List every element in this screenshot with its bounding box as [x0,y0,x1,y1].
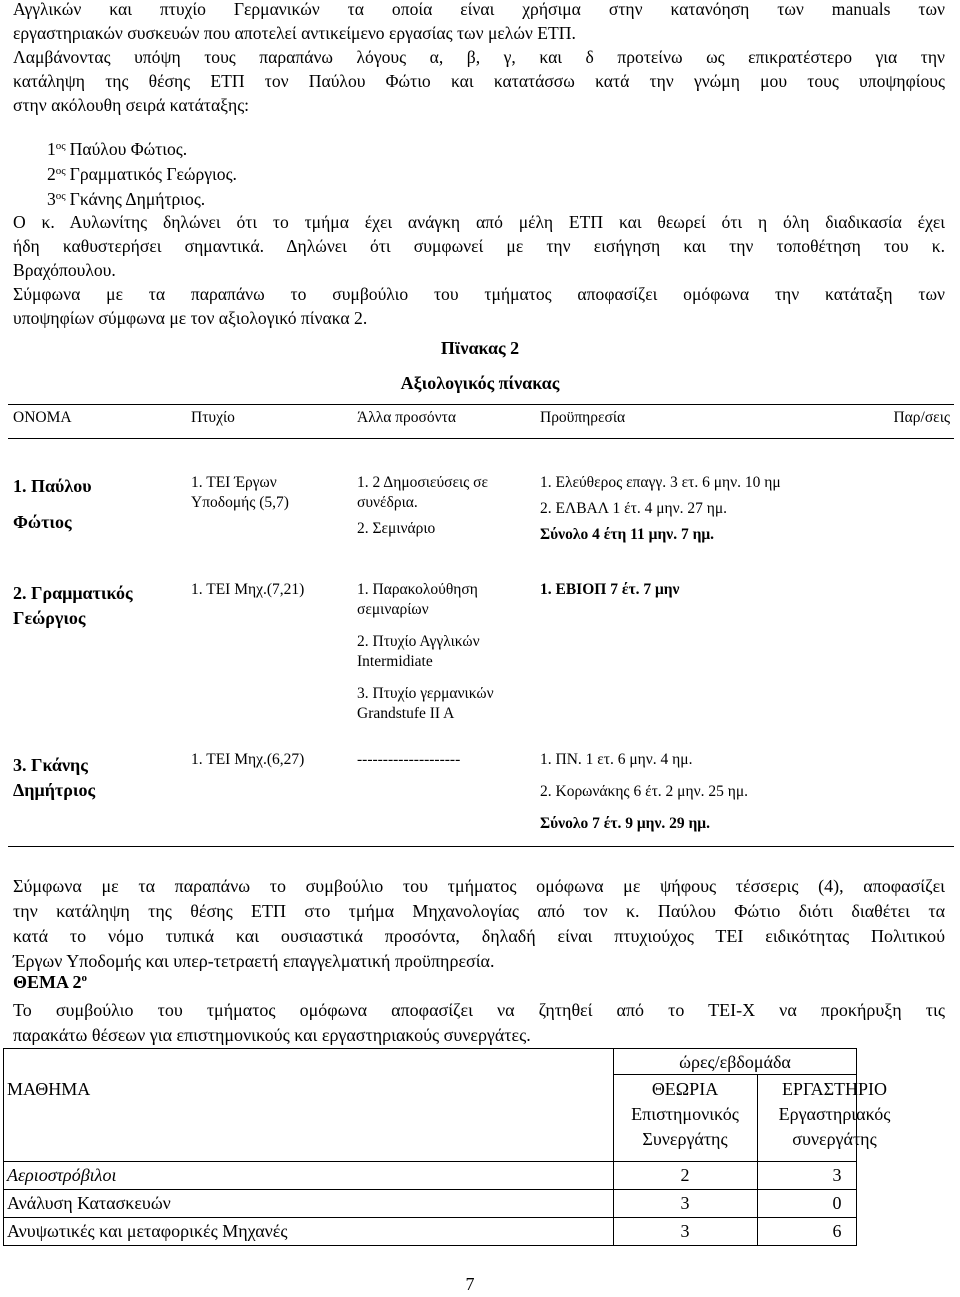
candidate-experience: 1. ΕΒΙΟΠ 7 έτ. 7 μην [540,581,680,598]
table-border [8,438,954,439]
text-line: ήδη καθυστερήσει σημαντικά. Δηλώνει ότι συμφωνεί με την εισήγηση και την τοποθέτηση του κ. [13,236,945,256]
table-border [3,1048,857,1049]
text-line: κατάληψη της θέσης ΕΤΠ τον Παύλου Φώτιο και κατατάσσω κατά την γνώμη μου τους υποψηφίους [13,71,945,91]
candidate-name: 2. Γραμματικός Γεώργιος [13,583,133,628]
theory-hours: 3 [680,1221,690,1241]
candidate-degree: 1. ΤΕΙ Μηχ.(6,27) [191,751,305,768]
text-line: Το συμβούλιο του τμήματος ομόφωνα αποφασίζει να ζητηθεί από το ΤΕΙ-Χ να προκήρυξη τις [13,1000,945,1020]
header-name: ΟΝΟΜΑ [13,409,72,426]
ranking-item-3: $3^{o\varsigma}$ Γκάνης Δημήτριος. [47,189,206,209]
text-line: Σύμφωνα με τα παραπάνω το συμβούλιο του τμήματος ομόφωνα με ψήφους τέσσερις (4), αποφασίζει [13,876,945,896]
candidate-name: 3. Γκάνης Δημήτριος [13,755,96,800]
course-name: Αεριοστρόβιλοι [7,1165,117,1185]
candidate-other: 1. 2 Δημοσιεύσεις σε συνέδρια. 2. Σεμινάριο [357,474,489,537]
table-border [3,1048,4,1245]
lab-hours: 0 [832,1193,842,1213]
text-line: Βραχόπουλου. [13,260,116,280]
ranking-item-1: $1^{o\varsigma}$ Παύλου Φώτιος. [47,139,188,159]
text-line: στην ακόλουθη σειρά κατάταξης: [13,95,250,115]
course-name: Ανυψωτικές και μεταφορικές Μηχανές [7,1221,288,1241]
table-border [3,1245,857,1246]
course-header: ΜΑΘΗΜΑ [7,1079,91,1099]
statement-paragraph [13,210,945,330]
lab-hours: 6 [832,1221,842,1241]
table-title: Αξιολογικός πίνακας [400,373,560,393]
candidate-other: -------------------- [357,751,461,768]
candidate-degree: 1. ΤΕΙ Μηχ.(7,21) [191,581,305,598]
table-caption: Πϊνακας 2 [440,338,520,358]
candidate-other: 1. Παρακολούθηση σεμιναρίων 2. Πτυχίο Αγγλικών Intermidiate 3. Πτυχίο γερμανικών Grandstufe II A [357,581,494,722]
hours-header: ώρες/εβδομάδα [679,1052,791,1072]
table-border [3,1217,857,1218]
text-line: παρακάτω θέσεων για επιστημονικούς και εργαστηριακούς συνεργάτες. [13,1025,531,1045]
theory-hours: 3 [680,1193,690,1213]
candidate-experience: 1. Ελεύθερος επαγγ. 3 ετ. 6 μην. 10 ημ 2. ΕΛΒΑΛ 1 έτ. 4 μην. 27 ημ. Σύνολο 4 έτη 11 μην. 7 ημ. [540,474,781,543]
page-number: 7 [465,1274,475,1294]
decision-paragraph [13,874,945,974]
text-line: υποψηφίων σύμφωνα με τον αξιολογικό πίνακα 2. [13,308,368,328]
text-line: κατά το νόμο τυπικά και ουσιαστικά προσόντα, δηλαδή είναι πτυχιούχος ΤΕΙ ειδικότητας Πολιτικού [13,926,945,946]
candidate-experience: 1. ΠΝ. 1 ετ. 6 μην. 4 ημ. 2. Κορωνάκης 6 έτ. 2 μην. 25 ημ. Σύνολο 7 έτ. 9 μην. 29 ημ. [540,751,749,832]
candidate-name: 1. Παύλου Φώτιος [13,476,92,532]
text-line: Αγγλικών και πτυχίο Γερμανικών τα οποία είναι χρήσιμα στην κατανόηση των manuals των [13,0,945,19]
course-name: Ανάλυση Κατασκευών [7,1193,171,1213]
header-other: Άλλα προσόντα [357,409,456,426]
header-remarks: Παρ/σεις [893,409,950,426]
request-paragraph [13,998,945,1048]
table-border [8,846,954,847]
text-line: Ο κ. Αυλωνίτης δηλώνει ότι το τμήμα έχει ανάγκη από μέλη ΕΤΠ και θεωρεί ότι η όλη διαδικασία έχει [13,212,945,232]
candidate-degree: 1. ΤΕΙ Έργων Υποδομής (5,7) [191,474,289,511]
lab-hours: 3 [832,1165,842,1185]
text-line: Σύμφωνα με τα παραπάνω το συμβούλιο του τμήματος αποφασίζει ομόφωνα την κατάταξη των [13,284,945,304]
table-border [3,1161,857,1162]
table-border [3,1189,857,1190]
header-degree: Πτυχίο [191,409,235,426]
lab-header: ΕΡΓΑΣΤΗΡΙΟ Εργαστηριακός συνεργάτης [778,1079,891,1149]
intro-paragraph [13,0,945,117]
ranking-item-2: $2^{o\varsigma}$ Γραμματικός Γεώργιος. [47,164,237,184]
theme-heading: ΘΕΜΑ $2^o$ [13,972,88,992]
text-line: Έργων Υποδομής και υπερ-τετραετή επαγγελματική προϋπηρεσία. [13,951,495,971]
table-border [8,404,954,405]
theory-header: ΘΕΩΡΙΑ Επιστημονικός Συνεργάτης [631,1079,739,1149]
theory-hours: 2 [680,1165,690,1185]
text-line: Λαμβάνοντας υπόψη τους παραπάνω λόγους α, β, γ, και δ προτείνω ως επικρατέστερο για την [13,47,945,67]
header-experience: Προϋπηρεσία [540,409,626,426]
text-line: εργαστηριακών συσκευών που αποτελεί αντικείμενο εργασίας των μελών ΕΤΠ. [13,23,576,43]
text-line: την κατάληψη της θέσης ΕΤΠ στο τμήμα Μηχανολογίας από τον κ. Παύλου Φώτιο διότι διαθέτει τα [13,901,945,921]
